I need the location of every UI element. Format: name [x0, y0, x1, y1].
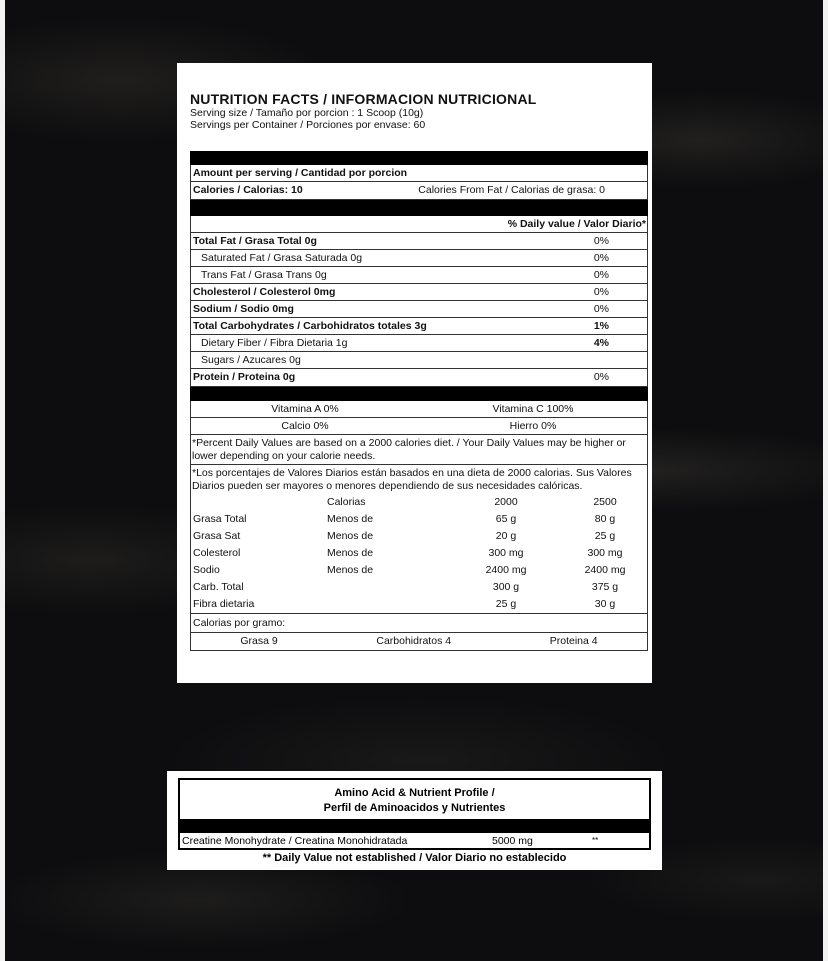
table-row [191, 562, 647, 579]
amino-title [180, 780, 649, 819]
nutrient-row [191, 335, 647, 352]
table-cell: 300 g [492, 581, 520, 593]
table-row [191, 494, 647, 511]
divider-bar [190, 151, 648, 165]
nutrient-daily-value: 0% [593, 302, 609, 315]
nutrient-label: Dietary Fiber / Fibra Dietaria 1g [201, 336, 348, 349]
nutrient-row [191, 267, 647, 284]
amino-item-name: Creatine Monohydrate / Creatina Monohidratada [182, 834, 408, 847]
table-cell: 80 g [594, 513, 616, 525]
nutrient-row [191, 318, 647, 335]
table-cell: Menos de [327, 530, 374, 542]
mineral-row [191, 418, 647, 435]
table-cell: Menos de [327, 547, 374, 559]
vitamin-c: Vitamina C 100% [492, 402, 574, 415]
nutrient-daily-value: 0% [593, 371, 609, 383]
amino-item-amount: 5000 mg [492, 834, 533, 847]
table-cell: Colesterol [193, 547, 241, 559]
calories-per-gram: Calorias por gramo: [191, 613, 647, 633]
table-cell: Fibra dietaria [193, 598, 255, 610]
table-cell: 20 g [495, 530, 517, 542]
calcium: Calcio 0% [281, 419, 329, 432]
nutrient-label: Total Carbohydrates / Carbohidratos totales 3g [193, 319, 427, 332]
divider-bar [190, 200, 648, 216]
footnote-spanish: *Los porcentajes de Valores Diarios están basados en una dieta de 2000 calorias. Sus Valores Diarios pueden ser mayores o menores dependiendo de sus necesidades calóricas. [192, 467, 632, 492]
nutrient-daily-value: 0% [593, 268, 609, 281]
iron: Hierro 0% [509, 419, 557, 432]
nutrient-list [191, 233, 647, 386]
table-cell: Menos de [327, 513, 374, 525]
footnote-english: *Percent Daily Values are based on a 2000 calories diet. / Your Daily Values may be higher or lower depending on your calorie needs. [191, 435, 647, 465]
table-cell [191, 494, 325, 511]
calories-from-fat: Calories From Fat / Calorias de grasa: 0 [418, 184, 605, 196]
nutrient-daily-value: 0% [593, 234, 609, 247]
table-cell: 2400 mg [584, 564, 626, 576]
nutrient-row [191, 250, 647, 267]
calories-row [191, 182, 647, 199]
daily-value-header: % Daily value / Valor Diario* [191, 216, 647, 233]
divider-bar [190, 387, 648, 401]
nutrient-row [191, 233, 647, 250]
nutrient-row [191, 352, 647, 369]
carbs-per-gram: Carbohidratos 4 [376, 635, 452, 647]
servings-per-container: Servings per Container / Porciones por envase: 60 [190, 119, 426, 131]
protein-per-gram: Proteina 4 [549, 635, 598, 647]
nutrient-daily-value: 0% [593, 285, 609, 298]
amino-item-row [180, 833, 649, 848]
table-cell: 2000 [494, 496, 518, 508]
table-cell: Sodio [193, 564, 220, 576]
serving-size: Serving size / Tamaño por porcion : 1 Scoop (10g) [190, 107, 424, 119]
table-row [191, 528, 647, 545]
table-cell: 25 g [594, 530, 616, 542]
table-cell: Menos de [327, 564, 374, 576]
table-cell: Grasa Sat [193, 530, 241, 542]
calories: Calories / Calorias: 10 [193, 184, 303, 196]
nutrient-label: Sodium / Sodio 0mg [193, 302, 294, 315]
calories-per-gram-row [191, 633, 647, 650]
nutrient-label: Cholesterol / Colesterol 0mg [193, 285, 336, 298]
vitamin-a: Vitamina A 0% [271, 402, 339, 415]
nutrient-label: Saturated Fat / Grasa Saturada 0g [201, 251, 363, 264]
fat-per-gram: Grasa 9 [240, 635, 278, 647]
nutrient-daily-value: 1% [593, 319, 609, 332]
amino-acid-profile-label [167, 771, 662, 870]
amino-title-line2: Perfil de Aminoacidos y Nutrientes [323, 802, 506, 814]
left-edge [0, 0, 5, 961]
nutrient-label: Protein / Proteina 0g [193, 371, 296, 383]
table-row [191, 545, 647, 562]
table-cell: 300 mg [587, 547, 623, 559]
nutrient-daily-value: 4% [593, 336, 609, 349]
table-cell: 30 g [594, 598, 616, 610]
table-row [191, 511, 647, 528]
amino-title-line1: Amino Acid & Nutrient Profile / [334, 787, 495, 799]
table-cell [325, 579, 449, 596]
vitamin-row [191, 401, 647, 418]
nutrient-label: Total Fat / Grasa Total 0g [193, 234, 317, 247]
table-cell: Calorias [327, 496, 366, 508]
nutrient-label: Trans Fat / Grasa Trans 0g [201, 268, 327, 281]
nutrient-label: Sugars / Azucares 0g [201, 353, 301, 366]
table-cell: Grasa Total [193, 513, 247, 525]
nutrient-daily-value: 0% [593, 251, 609, 264]
amount-per-serving-row [191, 165, 647, 182]
amount-per-serving: Amount per serving / Cantidad por porcion [193, 166, 408, 179]
table-cell: 65 g [495, 513, 517, 525]
table-cell: 2500 [593, 496, 617, 508]
table-cell [325, 596, 449, 613]
table-row [191, 579, 647, 596]
amino-note: ** Daily Value not established / Valor Diario no establecido [262, 852, 567, 864]
nutrient-row [191, 369, 647, 386]
nutrient-row [191, 301, 647, 318]
nutrition-facts-label [177, 63, 652, 683]
divider-bar [180, 819, 649, 833]
table-cell: 25 g [495, 598, 517, 610]
daily-value-table [191, 494, 647, 613]
right-edge [823, 0, 828, 961]
table-cell: 2400 mg [485, 564, 527, 576]
table-cell: Carb. Total [193, 581, 244, 593]
table-cell: 375 g [591, 581, 619, 593]
amino-item-dv: ** [592, 836, 599, 845]
table-row [191, 596, 647, 613]
nutrient-row [191, 284, 647, 301]
label-title: NUTRITION FACTS / INFORMACION NUTRICIONAL [190, 91, 537, 107]
table-cell: 300 mg [488, 547, 524, 559]
